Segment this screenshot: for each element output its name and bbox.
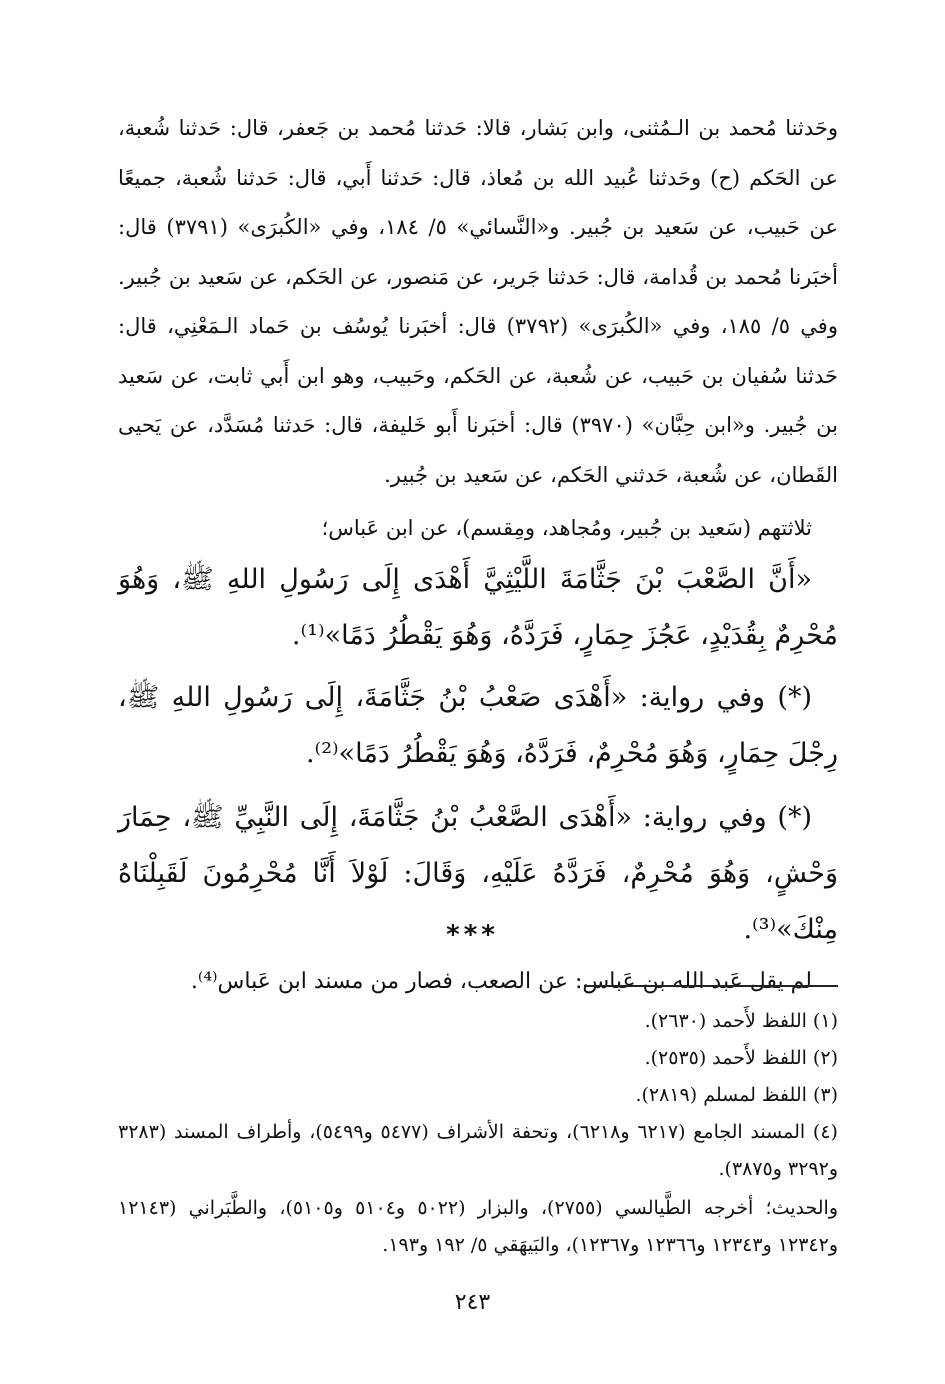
musnad-note: لم يقل عَبد الله بن عَباس: عن الصعب، فصار من مسند ابن عَباس⁽⁴⁾. [190, 969, 812, 994]
hadith-text-3: (*) وفي رواية: «أَهْدَى الصَّعْبُ بْنُ جَثَّامَةَ، إِلَى النَّبِيِّ ﷺ، حِمَارَ وَحْشٍ، وَهُوَ مُحْرِمٌ، فَرَدَّهُ عَلَيْهِ، وَقَالَ: لَوْلاَ أَنَّا مُحْرِمُونَ لَقَبِلْنَاهُ مِنْكَ»⁽³⁾. [118, 802, 838, 945]
isnad-paragraph: وحَدثنا مُحمد بن الـمُثنى، وابن بَشار، قالا: حَدثنا مُحمد بن جَعفر، قال: حَدثنا شُعبة، عن الحَكم (ح) وحَدثنا عُبيد الله بن مُعاذ، قال: حَدثنا أَبي، قال: حَدثنا شُعبة، جميعًا عن حَبيب، عن سَعيد بن جُبير. و«النَّسائي» ٥/ ١٨٤، وفي «الكُبرَى» (٣٧٩١) قال: أخبَرنا مُحمد بن قُدامة، قال: حَدثنا جَرير، عن مَنصور، عن الحَكم، عن سَعيد بن جُبير. وفي ٥/ ١٨٥، وفي «الكُبرَى» (٣٧٩٢) قال: أخبَرنا يُوسُف بن حَماد الـمَعْنِي، قال: حَدثنا سُفيان بن حَبيب، عن شُعبة، عن الحَكم، وحَبيب، وهو ابن أَبي ثابت، عن سَعيد بن جُبير. و«ابن حِبَّان» (٣٩٧٠) قال: أخبَرنا أَبو خَليفة، قال: حَدثنا مُسَدَّد، عن يَحيى القَطان، عن شُعبة، حَدثني الحَكم، عن سَعيد بن جُبير. [118, 116, 838, 487]
footnote-3: (٣) اللفظ لمسلم (٢٨١٩). [635, 1084, 838, 1106]
page-number: ٢٤٣ [454, 1290, 491, 1315]
footnote-1: (١) اللفظ لأَحمد (٢٦٣٠). [644, 1010, 838, 1032]
main-text-block [118, 104, 838, 1004]
footnote-2: (٢) اللفظ لأَحمد (٢٥٣٥). [644, 1047, 838, 1069]
section-separator: *** [446, 920, 499, 950]
hadith-text-2: (*) وفي رواية: «أَهْدَى صَعْبُ بْنُ جَثَّامَةَ، إِلَى رَسُولِ اللهِ ﷺ، رِجْلَ حِمَارٍ، وَهُوَ مُحْرِمٌ، فَرَدَّهُ، وَهُوَ يَقْطُرُ دَمًا»⁽²⁾. [118, 682, 838, 769]
footnotes-block [118, 1003, 838, 1264]
footnote-4: (٤) المسند الجامع (٦٢١٧ و٦٢١٨)، وتحفة الأشراف (٥٤٧٧ و٥٤٩٩)، وأطراف المسند (٣٢٨٣ و٣٢٩٢ و٣٨٧٥). [118, 1121, 838, 1180]
narrators-intro: ثلاثتهم (سَعيد بن جُبير، ومُجاهد، ومِقسم)، عن ابن عَباس؛ [321, 516, 812, 540]
footnote-takhrij: والحديث؛ أخرجه الطَّيالسي (٢٧٥٥)، والبزار (٥٠٢٢ و٥١٠٤ و٥١٠٥)، والطَّبَراني (١٢١٤٣ و١٢٣٤٢ و١٢٣٤٣ و١٢٣٦٦ و١٢٣٦٧)، والبَيهَقي ٥/ ١٩٢ و١٩٣. [118, 1197, 838, 1256]
hadith-text-1: «أَنَّ الصَّعْبَ بْنَ جَثَّامَةَ اللَّيْثِيَّ أَهْدَى إِلَى رَسُولِ اللهِ ﷺ، وَهُوَ مُحْرِمٌ بِقُدَيْدٍ، عَجُزَ حِمَارٍ، فَرَدَّهُ، وَهُوَ يَقْطُرُ دَمًا»⁽¹⁾. [118, 564, 838, 651]
footnote-divider [584, 985, 838, 987]
